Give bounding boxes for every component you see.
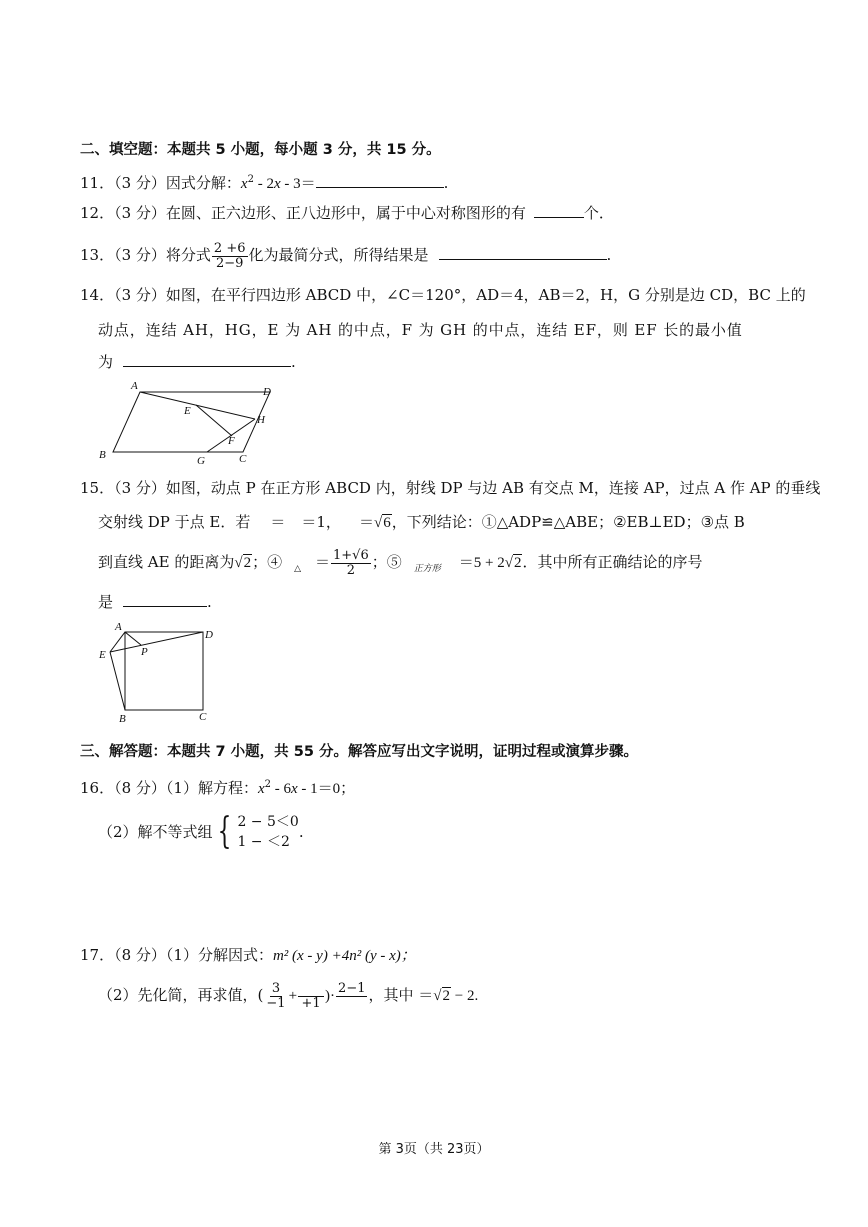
segment-ap — [125, 632, 141, 645]
question-15-line-3: 到直线 AE 的距离为√2；④ $_\triangle$ ＝ $\frac{1+√6}{2}$ ；⑤ $_{正方形}$ ＝5 + 2√2．其中所有正确结论的序号 — [98, 547, 703, 578]
question-15-line-2: 交射线 DP 于点 E．若 ＝ ＝1， ＝√6，下列结论：①△ADP≌△ABE；②EB⊥ED；③点 B — [98, 513, 745, 531]
question-11: 11．（3 分）因式分解：$x^2 - 2x - 3=$ . — [80, 174, 449, 192]
question-17-part-2: （2）先化简，再求值，( $\frac{3}{-1}$ + +1 )· 2−1 ，其中 ＝√2 − 2. — [98, 980, 479, 1011]
q14-parallelogram-figure — [95, 376, 285, 466]
segment-eb — [110, 652, 125, 710]
label-c: C — [199, 711, 207, 723]
question-12: 12．（3 分）在圆、正六边形、正八边形中，属于中心对称图形的有 个． — [80, 204, 614, 222]
page-footer: 第 3页（共 23页） — [378, 1142, 490, 1157]
question-16-part-2: （2）解不等式组 { 2 − 5＜0 1 − ＜2 . — [98, 811, 304, 852]
q13-fraction: $\frac{2 +6}{2-9}$ — [213, 240, 246, 271]
label-a: A — [131, 380, 138, 392]
question-16-part-1: 16．（8 分）（1）解方程：$x^2 - 6x - 1=0$； — [80, 779, 356, 797]
label-b: B — [99, 449, 106, 461]
segment-ah — [140, 392, 255, 419]
parallelogram-abcd — [113, 392, 270, 452]
q11-score: （3 分） — [114, 174, 166, 192]
label-p: P — [141, 646, 148, 658]
label-e: E — [99, 649, 106, 661]
q11-answer-blank[interactable] — [316, 173, 444, 188]
q13-answer-blank[interactable] — [439, 245, 607, 260]
question-14-line-3: 为 . — [98, 353, 296, 371]
q15-square-figure — [95, 618, 225, 726]
question-17-part-1: 17．（8 分）（1）分解因式：m² (x - y) +4n² (y - x)； — [80, 946, 416, 964]
question-15-line-1: 15．（3 分）如图，动点 P 在正方形 ABCD 内，射线 DP 与边 AB 有交点 M，连接 AP，过点 A 作 AP 的垂线 — [80, 479, 821, 497]
q14-answer-blank[interactable] — [123, 352, 291, 367]
label-c: C — [239, 453, 247, 465]
q15-answer-blank[interactable] — [123, 592, 207, 607]
square-abcd — [125, 632, 203, 710]
label-h: H — [257, 414, 265, 426]
question-13: 13．（3 分）将分式 $\frac{2 +6}{2-9}$ 化为最简分式，所得结果是 . — [80, 240, 612, 271]
q12-answer-blank[interactable] — [534, 203, 584, 218]
section-2-title: 二、填空题：本题共 5 小题，每小题 3 分，共 15 分。 — [80, 142, 441, 158]
inequality-system: { 2 − 5＜0 1 − ＜2 — [217, 811, 299, 852]
label-d: D — [205, 629, 213, 641]
label-f: F — [228, 435, 235, 447]
label-d: D — [263, 386, 271, 398]
question-14-line-1: 14．（3 分）如图，在平行四边形 ABCD 中，∠C＝120°，AD＝4，AB＝2，H，G 分别是边 CD，BC 上的 — [80, 286, 806, 304]
question-14-line-2: 动点，连结 AH，HG，E 为 AH 的中点，F 为 GH 的中点，连结 EF，则 EF 长的最小值 — [98, 321, 743, 339]
label-g: G — [197, 455, 205, 466]
label-b: B — [119, 713, 126, 725]
ray-de — [110, 632, 203, 652]
question-15-line-4: 是 . — [98, 593, 212, 611]
q11-number: 11． — [80, 174, 115, 192]
label-a: A — [115, 621, 122, 633]
section-3-title: 三、解答题：本题共 7 小题，共 55 分。解答应写出文字说明，证明过程或演算步骤。 — [80, 744, 638, 760]
label-e: E — [184, 405, 191, 417]
